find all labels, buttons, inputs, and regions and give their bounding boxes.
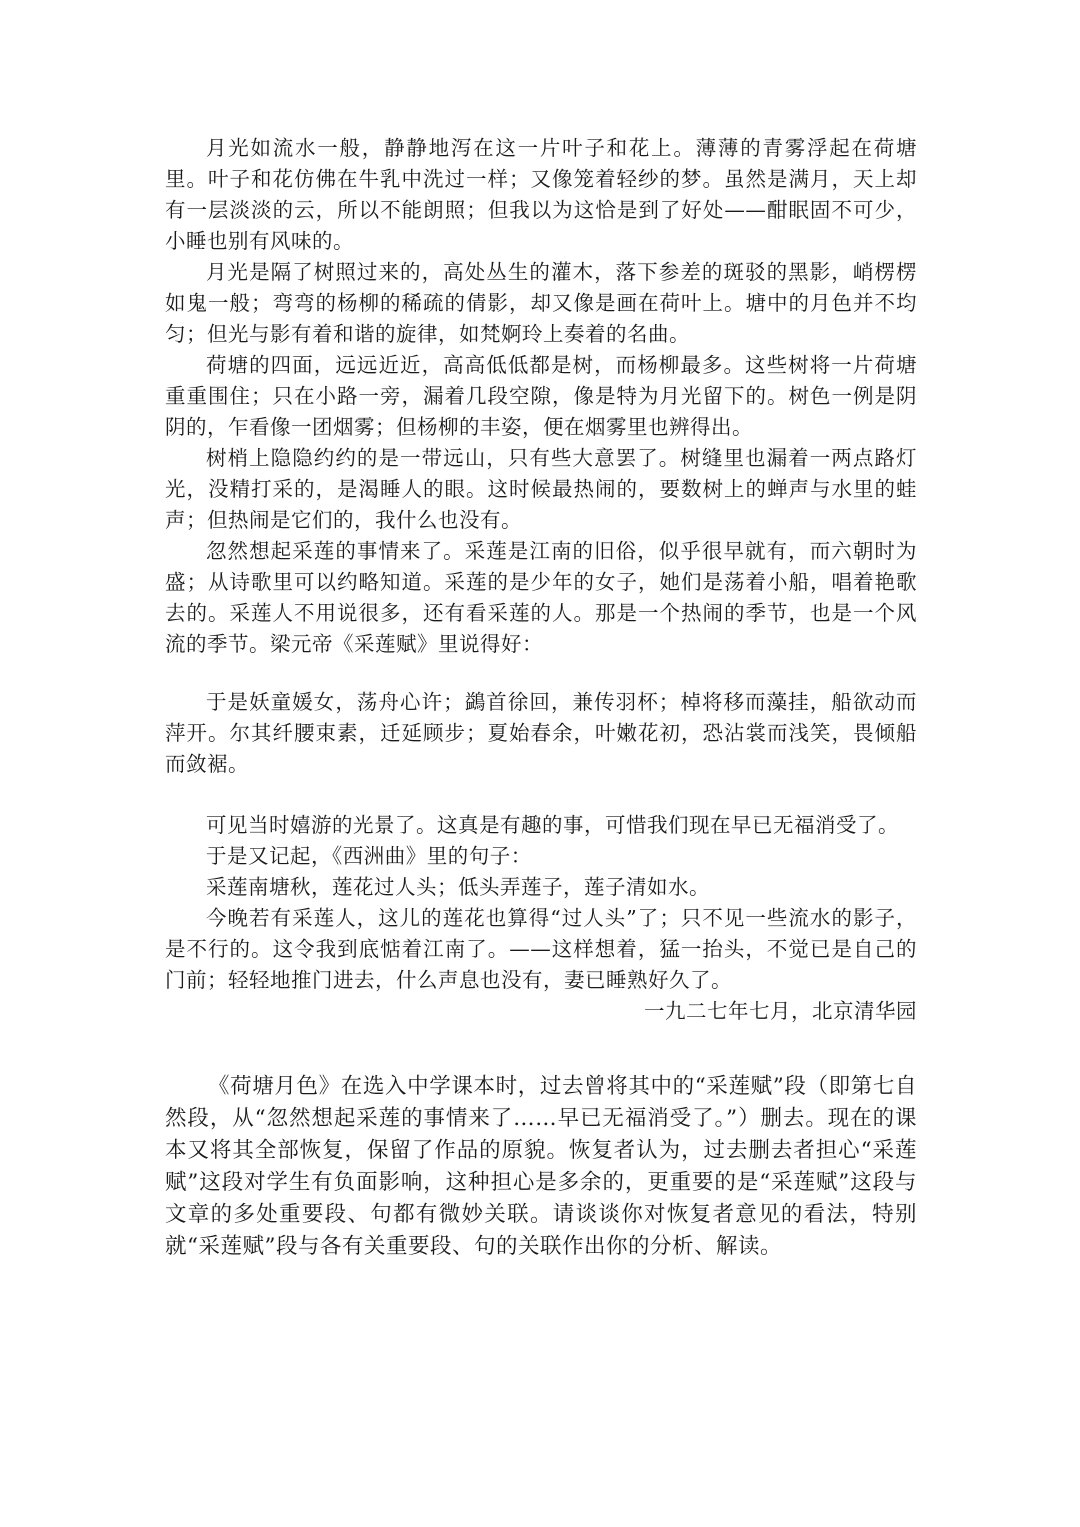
spacer: [165, 1027, 917, 1071]
exam-question: 《荷塘月色》在选入中学课本时，过去曾将其中的“采莲赋”段（即第七自然段，从“忽然想起采莲的事情来了……早已无福消受了。”）删去。现在的课本又将其全部恢复，保留了作品的原貌。恢复者认为，过去删去者担心“采莲赋”这段对学生有负面影响，这种担心是多余的，更重要的是“采莲赋”这段与文章的多处重要段、句都有微妙关联。请谈谈你对恢复者意见的看法，特别就“采莲赋”段与各有关重要段、句的关联作出你的分析、解读。: [165, 1074, 917, 1259]
essay-paragraph: 可见当时嬉游的光景了。这真是有趣的事，可惜我们现在早已无福消受了。: [206, 813, 899, 837]
cailian-fu-quote: 于是妖童媛女，荡舟心许；鷁首徐回，兼传羽杯；棹将移而藻挂，船欲动而萍开。尔其纤腰束素，迁延顾步；夏始春余，叶嫩花初，恐沾裳而浅笑，畏倾船而敛裾。: [165, 690, 917, 776]
essay-paragraph: 月光如流水一般，静静地泻在这一片叶子和花上。薄薄的青雾浮起在荷塘里。叶子和花仿佛在牛乳中洗过一样；又像笼着轻纱的梦。虽然是满月，天上却有一层淡淡的云，所以不能朗照；但我以为这恰是到了好处——酣眠固不可少，小睡也别有风味的。: [165, 136, 917, 253]
essay-paragraph: 树梢上隐隐约约的是一带远山，只有些大意罢了。树缝里也漏着一两点路灯光，没精打采的，是渴睡人的眼。这时候最热闹的，要数树上的蝉声与水里的蛙声；但热闹是它们的，我什么也没有。: [165, 446, 917, 532]
essay-signature: 一九二七年七月，北京清华园: [644, 999, 917, 1023]
essay-paragraph: 今晚若有采莲人，这儿的莲花也算得“过人头”了；只不见一些流水的影子，是不行的。这令我到底惦着江南了。——这样想着，猛一抬头，不觉已是自己的门前；轻轻地推门进去，什么声息也没有，妻已睡熟好久了。: [165, 906, 917, 992]
document-content: [165, 133, 917, 1263]
essay-paragraph: 忽然想起采莲的事情来了。采莲是江南的旧俗，似乎很早就有，而六朝时为盛；从诗歌里可以约略知道。采莲的是少年的女子，她们是荡着小船，唱着艳歌去的。采莲人不用说很多，还有看采莲的人。那是一个热闹的季节，也是一个风流的季节。梁元帝《采莲赋》里说得好：: [165, 539, 917, 656]
essay-paragraph: 于是又记起，《西洲曲》里的句子：: [206, 844, 532, 868]
spacer: [165, 660, 917, 687]
essay-paragraph: 月光是隔了树照过来的，高处丛生的灌木，落下参差的斑驳的黑影，峭楞楞如鬼一般；弯弯的杨柳的稀疏的倩影，却又像是画在荷叶上。塘中的月色并不均匀；但光与影有着和谐的旋律，如梵婀玲上奏着的名曲。: [165, 260, 917, 346]
essay-paragraph: 荷塘的四面，远远近近，高高低低都是树，而杨柳最多。这些树将一片荷塘重重围住；只在小路一旁，漏着几段空隙，像是特为月光留下的。树色一例是阴阴的，乍看像一团烟雾；但杨柳的丰姿，便在烟雾里也辨得出。: [165, 353, 917, 439]
poem-line: 采莲南塘秋，莲花过人头；低头弄莲子，莲子清如水。: [206, 875, 710, 899]
spacer: [165, 780, 917, 810]
